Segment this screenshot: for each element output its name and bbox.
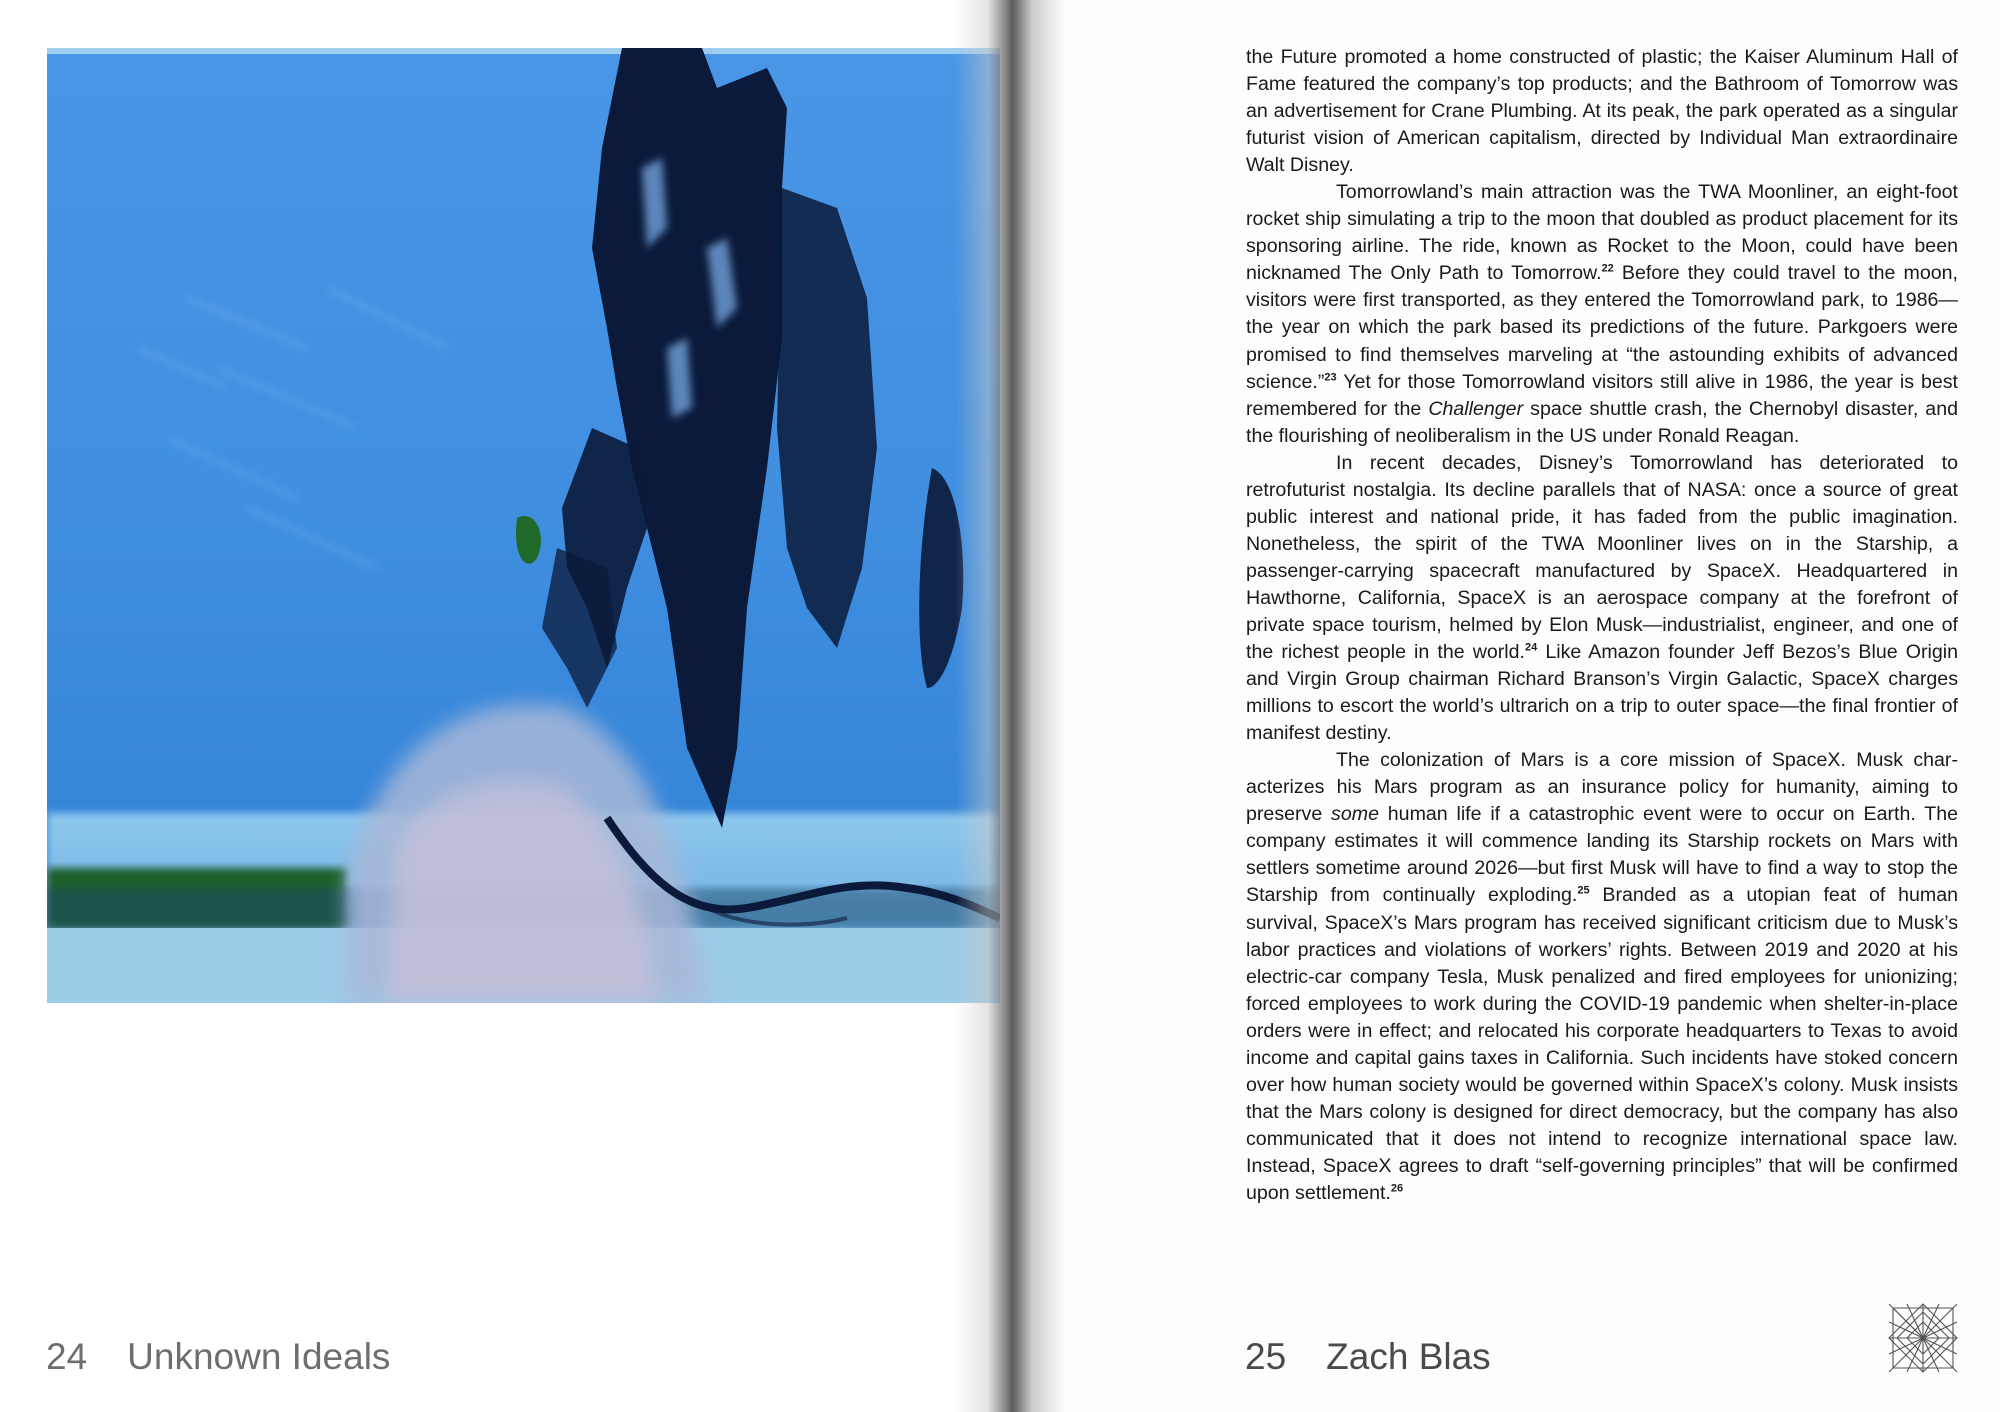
paragraph-text: Before they could travel to the moon, visitors were first transported, as they entered the Tomorrowland park, to 1986—the year on which the park based its predictions of the future. Parkgoers were promised to find themselves marveling at “the astounding exhibits of advanced science.”	[1246, 262, 1958, 393]
left-running-title: Unknown Ideals	[127, 1336, 391, 1377]
left-page-footer	[46, 1336, 390, 1378]
footnote-marker: 26	[1390, 1182, 1404, 1195]
body-paragraph	[1246, 747, 1958, 1207]
paragraph-text: space shuttle crash, the Chernobyl disaster, and the flourishing of neoliberalism in the US under Ronald Reagan.	[1246, 397, 1959, 447]
right-page-footer	[1245, 1336, 1491, 1378]
italic-text: Challenger	[1428, 397, 1524, 420]
left-page-number: 24	[46, 1336, 88, 1377]
essay-body-text	[1246, 44, 1958, 1207]
glitch-artwork-image	[47, 48, 1000, 1003]
paragraph-text: Tomorrowland’s main attraction was the TWA Moonliner, an eight-foot rocket ship simulating a trip to the moon that doubled as product placement for its sponsoring airline. The ride, known as Rocket to the Moon, could have been nicknamed The Only Path to Tomorrow.	[1246, 181, 1958, 285]
italic-text: some	[1331, 803, 1379, 826]
paragraph-text: human life if a catastrophic event were to occur on Earth. The company estimates it will commence landing its Starship rockets on Mars with settlers sometime around 2026—but first Musk will have to find a way to stop the Starship from continually exploding.	[1246, 803, 1958, 907]
paragraph-text: the Future promoted a home constructed of plastic; the Kaiser Aluminum Hall of Fame featured the company’s top products; and the Bathroom of Tomorrow was an advertisement for Crane Plumbing. At its peak, the park operated as a singular futurist vision of American capitalism, directed by Individual Man extraordinaire Walt Disney.	[1246, 46, 1958, 177]
geometric-star-logo-icon	[1887, 1302, 1959, 1374]
body-paragraph	[1246, 450, 1958, 748]
paragraph-text: Branded as a utopian feat of human survival, SpaceX’s Mars program has received significant criticism due to Musk’s labor practices and violations of workers’ rights. Between 2019 and 2020 at his electric-car company Tesla, Musk penalized and fired employees for unionizing; forced employees to work during the COVID-19 pandemic when shelter-in-place orders were in effect; and relocated his corporate headquarters to Texas to avoid income and capital gains taxes in California. Such incidents have stoked concern over how human society would be governed within SpaceX’s colony. Musk insists that the Mars colony is designed for direct democracy, but the company has also communicated that it does not intend to recognize international space law. Instead, SpaceX agrees to draft “self-governing principles” that will be confirmed upon settlement.	[1246, 884, 1958, 1204]
right-running-title: Zach Blas	[1326, 1336, 1491, 1377]
body-paragraph	[1246, 44, 1958, 179]
right-page-number: 25	[1245, 1336, 1287, 1377]
footnote-marker: 25	[1577, 884, 1590, 897]
paragraph-text: The colonization of Mars is a core mission of SpaceX. Musk characterizes his Mars program as an insurance policy for humanity, aiming to preserve	[1246, 749, 1958, 826]
footnote-marker: 22	[1601, 262, 1614, 275]
body-paragraph	[1246, 179, 1958, 449]
paragraph-text: In recent decades, Disney’s Tomorrowland has deteriorated to retrofuturist nostalgia. Its decline parallels that of NASA: once a source of great public interest and national pride, it has faded from the public imagination. Nonetheless, the spirit of the TWA Moonliner lives on in the Starship, a passenger-carrying spacecraft manufactured by SpaceX. Headquartered in Hawthorne, California, SpaceX is an aerospace company at the forefront of private space tourism, helmed by Elon Musk—industrialist, engineer, and one of the richest people in the world.	[1246, 451, 1958, 664]
footnote-marker: 24	[1524, 641, 1538, 654]
footnote-marker: 23	[1324, 371, 1337, 384]
paragraph-text: Like Amazon founder Jeff Bezos’s Blue Origin and Virgin Group chairman Richard Branson’s Virgin Galactic, SpaceX charges millions to escort the world’s ultrarich on a trip to outer space—the final frontier of manifest destiny.	[1246, 641, 1959, 745]
paragraph-text: Yet for those Tomorrowland visitors still alive in 1986, the year is best remembered for the	[1246, 370, 1958, 420]
book-gutter-shadow	[955, 0, 1065, 1412]
